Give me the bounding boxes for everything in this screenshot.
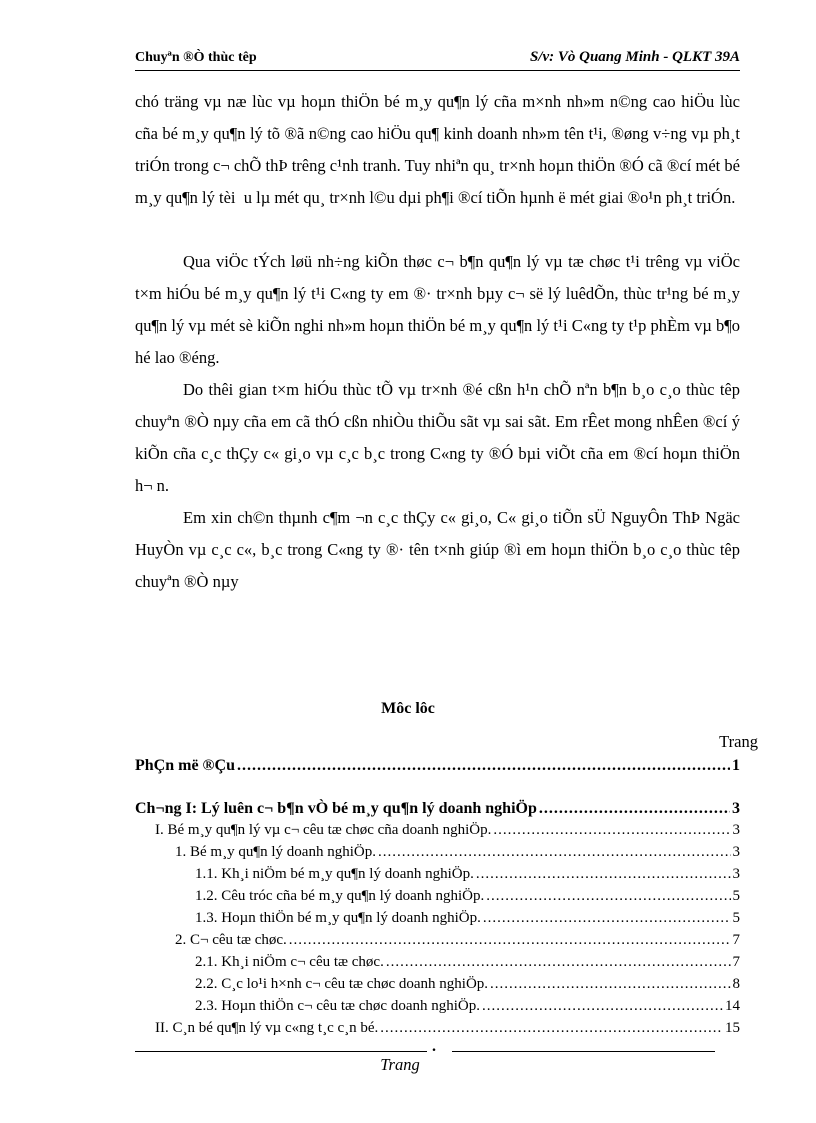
toc-entry — [195, 905, 740, 927]
toc-entry-text: 1.1. Kh¸i niÖm bé m¸y qu¶n lý doanh nghiÖp. — [195, 866, 474, 882]
toc-entry-page: 15 — [725, 1020, 740, 1036]
header-author: S/v: Vò Quang Minh - QLKT 39A — [529, 49, 740, 65]
toc-entry-text: 1. Bé m¸y qu¶n lý doanh nghiÖp. — [175, 844, 376, 860]
toc-entry-text: 1.3. Hoµn thiÖn bé m¸y qu¶n lý doanh nghiÖp. — [195, 910, 481, 926]
toc-entry-text: I. Bé m¸y qu¶n lý vµ c¬ cêu tæ chøc cña doanh nghiÖp. — [155, 822, 492, 838]
toc-entry-text: II. C¸n bé qu¶n lý vµ c«ng t¸c c¸n bé. — [155, 1020, 379, 1036]
toc-entry-page: 8 — [732, 976, 740, 992]
body-paragraph-1: chó träng vµ næ lùc vµ hoµn thiÖn bé m¸y qu¶n lý cña m×nh nh»m n©ng cao hiÖu lùc cña bé m¸y qu¶n lý tõ ®ã n©ng cao hiÖu qu¶ kinh doanh nh»m tên t¹i, ®øng v÷ng vµ ph¸t triÓn trong c¬ chÕ thÞ trêng c¹nh tranh. Tuy nhiªn qu¸ tr×nh hoµn thiÖn ®Ó cã ®cí mét bé m¸y qu¶n lý tèi u lµ mét qu¸ tr×nh l©u dµi ph¶i ®cí tiÕn hµnh ë mét giai ®o¹n ph¸t triÓn. — [135, 92, 740, 207]
toc-leader-dots — [380, 1020, 723, 1037]
body-paragraph-4: Em xin ch©n thµnh c¶m ¬n c¸c thÇy c« gi¸o, C« gi¸o tiÕn sÜ NguyÔn ThÞ Ngäc HuyÒn vµ c¸c c«, b¸c trong C«ng ty ®· tên t×nh giúp ®ì em hoµn thiÖn b¸o c¸o thùc têp chuyªn ®Ò nµy — [135, 508, 740, 591]
header-left-title: Chuyªn ®Ò thùc têp — [135, 50, 257, 65]
toc-entry — [195, 883, 740, 905]
toc-entry — [175, 839, 740, 861]
toc-entry-text: 2. C¬ cêu tæ chøc. — [175, 932, 287, 948]
toc-leader-dots — [482, 998, 723, 1015]
toc-entry-text: Ch¬ng I: Lý luên c¬ b¶n vÒ bé m¸y qu¶n lý doanh nghiÖp — [135, 800, 537, 817]
toc-leader-dots — [386, 954, 731, 971]
toc-entry-page: 14 — [725, 998, 740, 1014]
toc-entry — [155, 817, 740, 839]
toc-entry-text: 2.2. C¸c lo¹i h×nh c¬ cêu tæ chøc doanh nghiÖp. — [195, 976, 489, 992]
toc-entry — [135, 796, 740, 818]
toc-entry-page: 5 — [732, 910, 740, 926]
toc-leader-dots — [493, 822, 730, 839]
footer-rule-left — [135, 1051, 427, 1052]
toc-entry — [175, 927, 740, 949]
toc-page-column-label: Trang — [719, 732, 758, 751]
toc-entry — [195, 993, 740, 1015]
toc-entry — [135, 753, 740, 775]
header-divider — [135, 70, 740, 71]
toc-leader-dots — [486, 888, 730, 905]
toc-leader-dots — [289, 932, 731, 949]
toc-entry — [155, 1015, 740, 1037]
toc-entry-page: 3 — [732, 844, 740, 860]
footer-page-label: Trang — [380, 1055, 420, 1074]
toc-entry-text: PhÇn më ®Çu — [135, 757, 235, 774]
body-paragraph-2: Qua viÖc tÝch løü nh÷ng kiÕn thøc c¬ b¶n qu¶n lý vµ tæ chøc t¹i trêng vµ viÖc t×m hiÓu bé m¸y qu¶n lý t¹i C«ng ty em ®· tr×nh bµy c¬ së lý luêdÕn, thùc tr¹ng bé m¸y qu¶n lý vµ mét sè kiÕn nghi nh»m hoµn thiÖn bé m¸y qu¶n lý t¹i C«ng ty t¹p phÈm vµ b¶o hé lao ®éng. — [135, 252, 740, 367]
toc-leader-dots — [378, 844, 731, 861]
footer-rule-right — [452, 1051, 715, 1052]
toc-leader-dots — [483, 910, 731, 927]
toc-entry-page: 7 — [732, 954, 740, 970]
toc-leader-dots — [490, 976, 730, 993]
toc-leader-dots — [476, 866, 731, 883]
toc-entry-page: 3 — [732, 800, 740, 817]
footer-separator-dot: . — [432, 1038, 436, 1055]
toc-leader-dots — [539, 800, 730, 818]
toc-entry-text: 2.1. Kh¸i niÖm c¬ cêu tæ chøc. — [195, 954, 384, 970]
toc-title: Môc lôc — [381, 700, 435, 717]
toc-entry-text: 2.3. Hoµn thiÖn c¬ cêu tæ chøc doanh nghiÖp. — [195, 998, 480, 1014]
toc-entry — [195, 949, 740, 971]
toc-entry-page: 1 — [732, 757, 740, 774]
body-paragraph-3: Do thêi gian t×m hiÓu thùc tÕ vµ tr×nh ®é cßn h¹n chÕ nªn b¶n b¸o c¸o thùc têp chuyªn ®Ò nµy cña em cã thÓ cßn nhiÒu thiÕu sãt vµ sai sãt. Em rÊet mong nhÊen ®cí ý kiÕn cña c¸c thÇy c« gi¸o vµ c¸c b¸c trong C«ng ty ®Ó bµi viÕt cña em ®cí hoµn thiÖn h¬ n. — [135, 380, 740, 495]
toc-entry — [195, 971, 740, 993]
toc-leader-dots — [237, 757, 730, 775]
toc-entry-page: 7 — [732, 932, 740, 948]
toc-entry-page: 3 — [732, 866, 740, 882]
toc-entry-page: 3 — [732, 822, 740, 838]
toc-entry — [195, 861, 740, 883]
toc-entry-text: 1.2. Cêu tróc cña bé m¸y qu¶n lý doanh nghiÖp. — [195, 888, 485, 904]
toc-entry-page: 5 — [732, 888, 740, 904]
